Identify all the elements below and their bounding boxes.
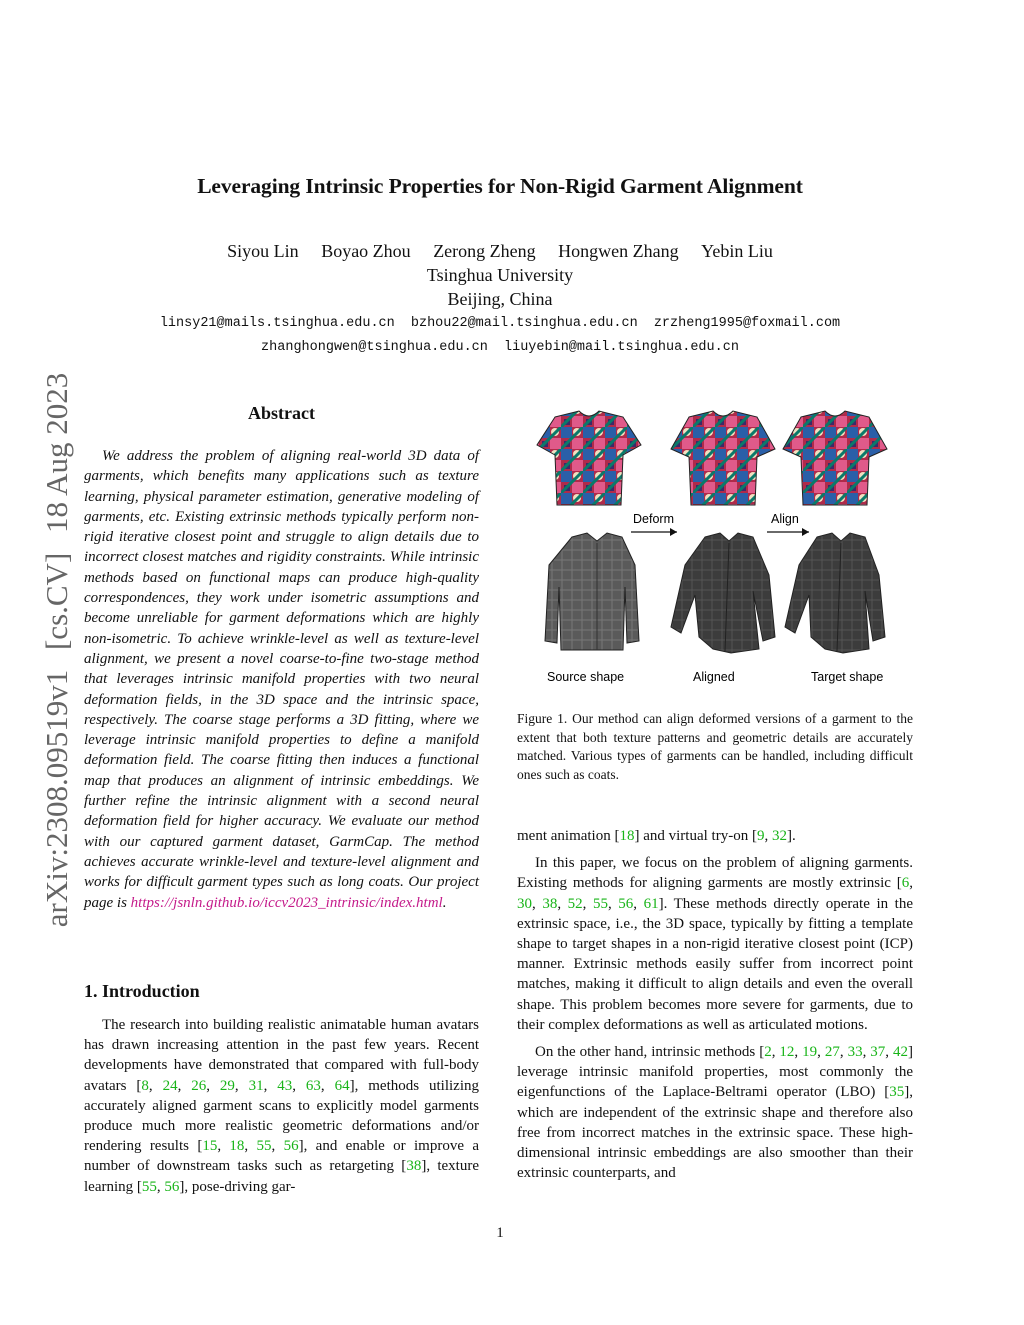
author-name: Yebin Liu xyxy=(701,241,773,261)
citation-link[interactable]: 18 xyxy=(229,1138,245,1155)
citation-link[interactable]: 63 xyxy=(305,1077,321,1094)
abstract-heading: Abstract xyxy=(248,403,315,423)
citation-link[interactable]: 26 xyxy=(191,1077,207,1094)
affiliation: Tsinghua University xyxy=(426,265,574,285)
citation-link[interactable]: 52 xyxy=(567,895,583,912)
email-line xyxy=(0,340,1000,355)
citation-link[interactable]: 35 xyxy=(889,1084,905,1101)
arxiv-date: 18 Aug 2023 xyxy=(39,372,74,533)
author-list xyxy=(0,241,1000,262)
citation-link[interactable]: 12 xyxy=(779,1044,795,1061)
citation-link[interactable]: 42 xyxy=(893,1044,908,1061)
section-heading-introduction: 1. Introduction xyxy=(84,981,200,1001)
citation-link[interactable]: 55 xyxy=(141,1178,157,1195)
citation-link[interactable]: 38 xyxy=(542,895,558,912)
arxiv-id: arXiv:2308.09519v1 xyxy=(39,669,74,928)
citation-link[interactable]: 31 xyxy=(248,1077,264,1094)
author-name: Boyao Zhou xyxy=(321,241,411,261)
citation-link[interactable]: 6 xyxy=(901,875,910,892)
intro-paragraph: The research into building realistic animatable human avatars has drawn increasing attention in the past few years. Recent developments have demonstrated that compared with full-body avatars [8, 24, 26, 29, 31, 43, 63, 64], methods utilizing accurately aligned garment scans to explicitly model garments produce much more realistic geometric deformations and/or rendering results [15, 18, 55, 56], and enable or improve a number of downstream tasks such as retargeting [38], texture learning [55, 56], pose-driving gar- xyxy=(84,1017,480,1195)
citation-link[interactable]: 2 xyxy=(764,1044,772,1061)
citation-link[interactable]: 27 xyxy=(824,1044,840,1061)
email[interactable]: linsy21@mails.tsinghua.edu.cn xyxy=(159,316,395,331)
citation-link[interactable]: 55 xyxy=(256,1138,272,1155)
deform-arrowhead xyxy=(670,528,677,536)
label-target-shape: Target shape xyxy=(811,670,884,684)
align-arrowhead xyxy=(802,528,809,536)
citation-link[interactable]: 19 xyxy=(802,1044,818,1061)
citation-link[interactable]: 38 xyxy=(406,1158,422,1175)
citation-link[interactable]: 30 xyxy=(517,895,532,912)
author-name: Hongwen Zhang xyxy=(558,241,679,261)
paper-title: Leveraging Intrinsic Properties for Non-Rigid Garment Alignment xyxy=(197,174,803,198)
arxiv-category: [cs.CV] xyxy=(39,552,74,651)
email[interactable]: zrzheng1995@foxmail.com xyxy=(653,316,841,331)
abstract-body: We address the problem of aligning real-world 3D data of garments, which benefits many applications such as texture learning, physical parameter estimation, generative modeling of garments, etc. Existing extrinsic methods typically perform non-rigid iterative closest point and struggle to align details due to incorrect closest matches and rigidity constraints. While intrinsic methods based on functional maps can produce high-quality correspondences, they work under isometric assumptions and become unreliable for garment deformations which are highly non-isometric. To achieve wrinkle-level as well as texture-level alignment, we present a novel coarse-to-fine two-stage method that leverages intrinsic manifold properties with two neural deformation fields, in the 3D space and the intrinsic space, respectively. The coarse stage performs a 3D fitting, where we leverage intrinsic manifold properties to define a manifold deformation field. The coarse fitting then induces a functional map that produces an alignment of intrinsic embeddings. We further refine the intrinsic alignment with a second neural deformation field for higher accuracy. We evaluate our method with our captured garment dataset, GarmCap. The method achieves accurate wrinkle-level and texture-level alignment and works for difficult garment types such as long coats. Our project page is https://jsnln.github.io/iccv2023_intrinsic/index.html. xyxy=(84,448,479,911)
right-column xyxy=(517,826,913,1190)
figure-1 xyxy=(517,405,913,695)
citation-link[interactable]: 15 xyxy=(202,1138,218,1155)
label-aligned: Aligned xyxy=(693,670,735,684)
coat-target-image xyxy=(785,533,885,653)
coat-source-image xyxy=(545,533,639,650)
label-deform: Deform xyxy=(633,512,674,526)
label-source-shape: Source shape xyxy=(547,670,625,684)
figure-1-caption: Figure 1. Our method can align deformed versions of a garment to the extent that both texture patterns and geometric details are accurately matched. Various types of garments can be handled, including difficult ones such as coats. xyxy=(517,711,913,782)
tshirt-target-image xyxy=(783,411,887,505)
project-page-link[interactable]: https://jsnln.github.io/iccv2023_intrinsic/index.html xyxy=(130,894,443,911)
citation-link[interactable]: 43 xyxy=(277,1077,293,1094)
citation-link[interactable]: 8 xyxy=(141,1077,149,1094)
citation-link[interactable]: 56 xyxy=(283,1138,299,1155)
citation-link[interactable]: 32 xyxy=(771,828,787,844)
citation-link[interactable]: 9 xyxy=(756,828,765,844)
label-align: Align xyxy=(771,512,799,526)
citation-link[interactable]: 64 xyxy=(334,1077,350,1094)
right-paragraph-continued: ment animation [18] and virtual try-on [9, 32]. xyxy=(517,828,796,844)
right-paragraph: In this paper, we focus on the problem of aligning garments. Existing methods for aligning garments are mostly extrinsic [6, 30, 38, 52, 55, 56, 61]. These methods directly operate in the extrinsic space, i.e., the 3D space, typically by fitting a template shape to target shapes in a non-rigid iterative closest point (ICP) manner. Extrinsic methods easily suffer from incorrect point matches, making it difficult to align details and even the overall shape. This problem becomes more severe for garments, due to their complex deformations as well as articulated motions. xyxy=(517,855,913,1033)
email[interactable]: zhanghongwen@tsinghua.edu.cn xyxy=(261,340,488,355)
citation-link[interactable]: 37 xyxy=(870,1044,886,1061)
arxiv-sidebar-stamp xyxy=(39,367,75,933)
location: Beijing, China xyxy=(447,289,553,309)
tshirt-source-image xyxy=(537,411,641,505)
email-line xyxy=(0,316,1000,331)
right-paragraph: On the other hand, intrinsic methods [2, 12, 19, 27, 33, 37, 42] leverage intrinsic manifold properties, most commonly the eigenfunctions of the Laplace-Beltrami operator (LBO) [35], which are independent of the extrinsic shape and therefore also free from incorrect matches in the extrinsic space. These high-dimensional intrinsic embeddings are also smoother than their extrinsic counterparts, and xyxy=(517,1044,913,1182)
coat-aligned-image xyxy=(671,533,775,653)
citation-link[interactable]: 56 xyxy=(164,1178,180,1195)
citation-link[interactable]: 18 xyxy=(619,828,635,844)
email[interactable]: bzhou22@mail.tsinghua.edu.cn xyxy=(410,316,638,331)
citation-link[interactable]: 29 xyxy=(219,1077,235,1094)
author-name: Siyou Lin xyxy=(227,241,299,261)
figure-1-graphic xyxy=(517,405,913,695)
citation-link[interactable]: 61 xyxy=(643,895,659,912)
citation-link[interactable]: 33 xyxy=(847,1044,863,1061)
citation-link[interactable]: 55 xyxy=(592,895,608,912)
citation-link[interactable]: 24 xyxy=(162,1077,178,1094)
abstract-text: We address the problem of aligning real-world 3D data of garments, which benefits many applications such as texture learning, physical parameter estimation, generative modeling of garments, etc. Existing extrinsic methods typically perform non-rigid iterative closest point and struggle to align details due to incorrect closest matches and rigidity constraints. While intrinsic methods based on functional maps can produce high-quality correspondences, they work under isometric assumptions and become unreliable for garment deformations which are highly non-isometric. To achieve wrinkle-level as well as texture-level alignment, we present a novel coarse-to-fine two-stage method that leverages intrinsic manifold properties with two neural deformation fields, in the 3D space and the intrinsic space, respectively. The coarse stage performs a 3D fitting, where we leverage intrinsic manifold properties to define a manifold deformation field. The coarse fitting then induces a functional map that produces an alignment of intrinsic embeddings. We further refine the intrinsic alignment with a second neural deformation field for higher accuracy. We evaluate our method with our captured garment dataset, GarmCap. The method achieves accurate wrinkle-level and texture-level alignment and works for difficult garment types such as long coats. Our project page is xyxy=(84,448,479,911)
intro-column xyxy=(84,1015,479,1204)
tshirt-aligned-image xyxy=(671,411,775,505)
author-name: Zerong Zheng xyxy=(433,241,536,261)
page-number: 1 xyxy=(496,1225,504,1241)
email[interactable]: liuyebin@mail.tsinghua.edu.cn xyxy=(504,340,739,355)
citation-link[interactable]: 56 xyxy=(618,895,634,912)
